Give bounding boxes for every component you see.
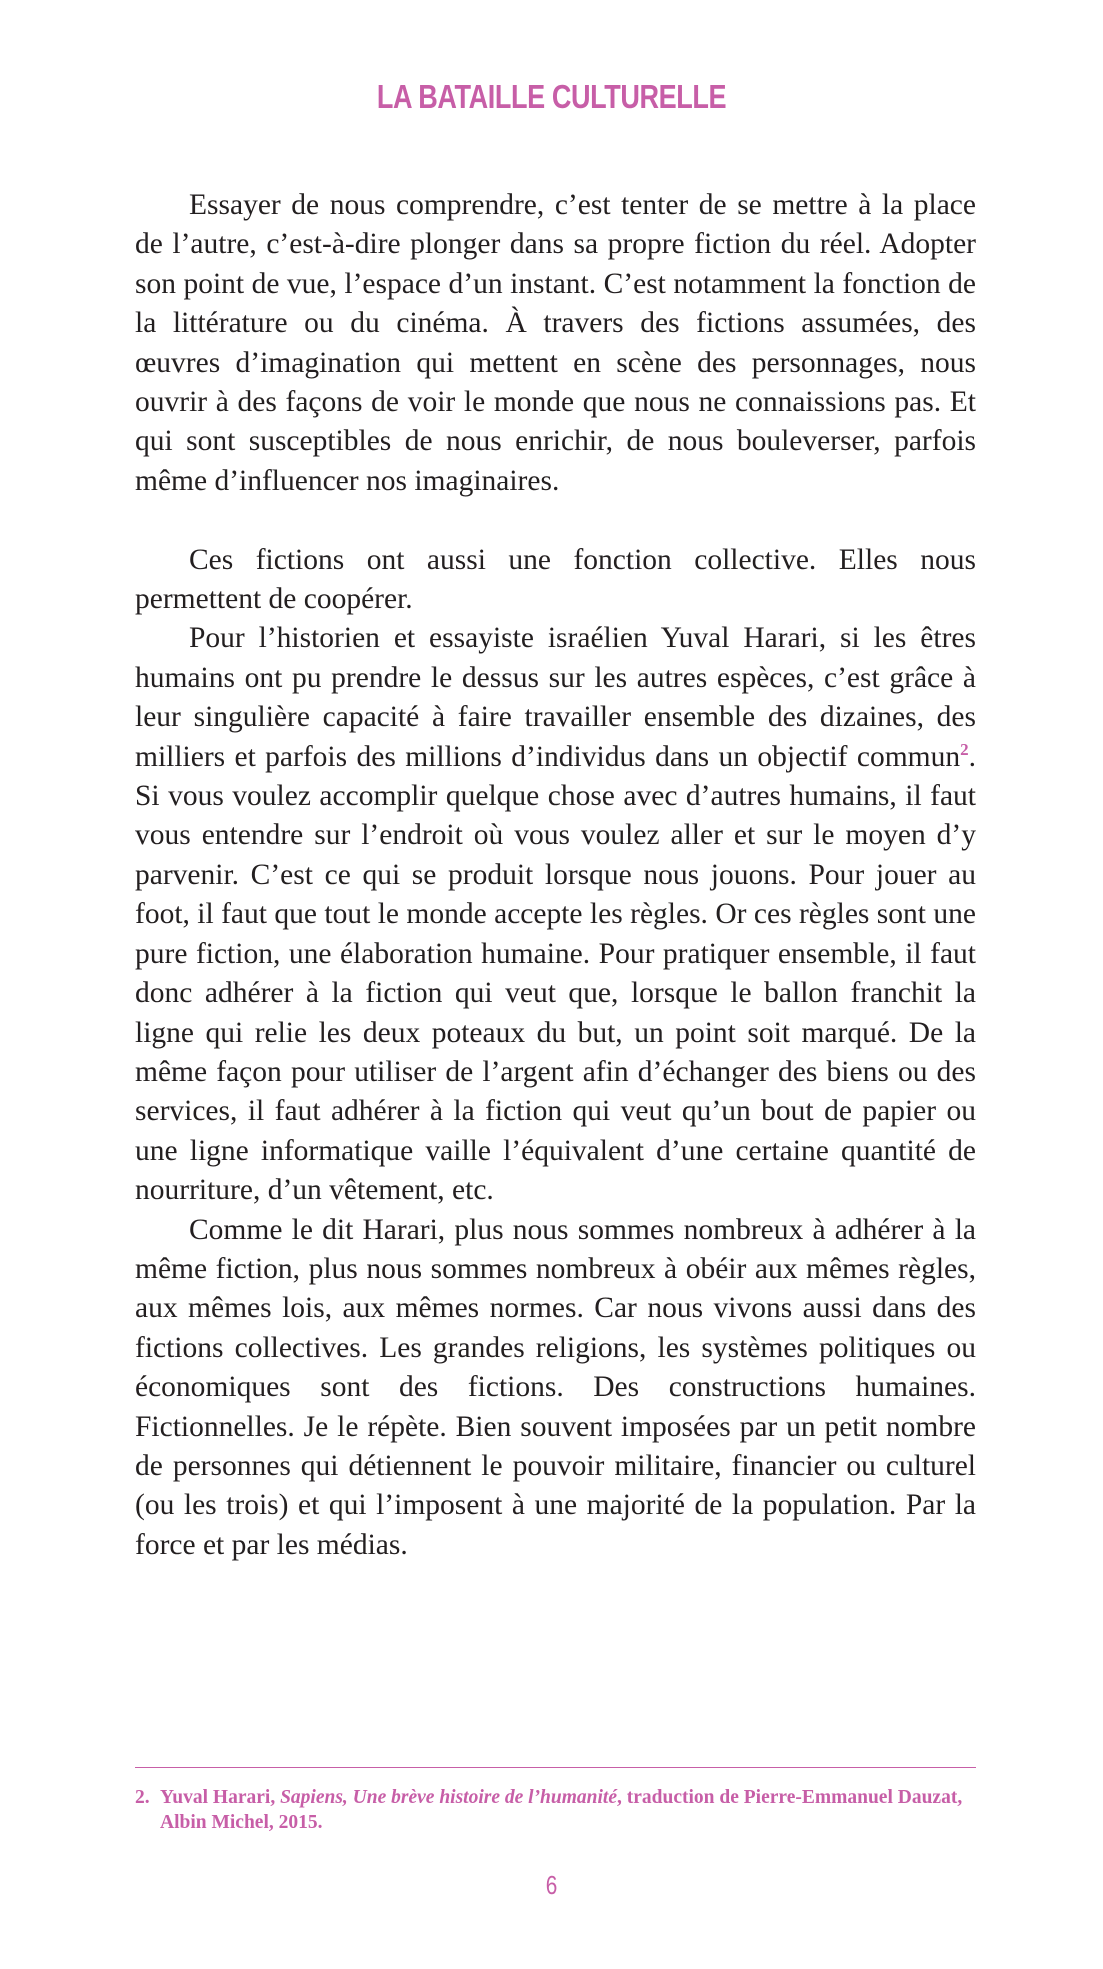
footnote-text xyxy=(160,1785,976,1835)
footnote xyxy=(135,1785,976,1835)
footnote-book-title: Sapiens, Une brève histoire de l’humanité xyxy=(280,1787,618,1808)
paragraph-harari xyxy=(135,619,976,1210)
footnote-reference[interactable]: 2 xyxy=(960,739,969,759)
paragraph-intro: Essayer de nous comprendre, c’est tenter de se mettre à la place de l’autre, c’est-à-dire plonger dans sa propre fiction du réel. Adopter son point de vue, l’espace d’un instant. C’est notamment la fonction de la littérature ou du cinéma. À travers des fictions assumées, des œuvres d’imagination qui mettent en scène des personnages, nous ouvrir à des façons de voir le monde que nous ne connaissions pas. Et qui sont susceptibles de nous enrichir, de nous bouleverser, parfois même d’influencer nos imaginaires. xyxy=(135,189,976,497)
running-header: LA BATAILLE CULTURELLE xyxy=(376,78,727,115)
body-text xyxy=(135,186,976,1565)
footnote-number: 2. xyxy=(135,1787,150,1808)
footnote-publication: , traduction de Pierre-Emmanuel Dauzat, Albin Michel, 2015. xyxy=(160,1787,963,1833)
paragraph-fictions: Comme le dit Harari, plus nous sommes nombreux à adhérer à la même fiction, plus nous sommes nombreux à obéir aux mêmes règles, aux mêmes lois, aux mêmes normes. Car nous vivons aussi dans des fictions collectives. Les grandes religions, les systèmes politiques ou économiques sont des fictions. Des constructions humaines. Fictionnelles. Je le répète. Bien souvent imposées par un petit nombre de personnes qui détiennent le pouvoir militaire, financier ou culturel (ou les trois) et qui l’imposent à une majorité de la population. Par la force et par les médias. xyxy=(135,1213,976,1561)
harari-text-after: . Si vous voulez accomplir quelque chose avec d’autres humains, il faut vous entendre sur l’endroit où vous voulez aller et sur le moyen d’y parvenir. C’est ce qui se produit lorsque nous jouons. Pour jouer au foot, il faut que tout le monde accepte les règles. Or ces règles sont une pure fiction, une élaboration humaine. Pour pratiquer ensemble, il faut donc adhérer à la fiction qui veut que, lorsque le ballon franchit la ligne qui relie les deux poteaux du but, un point soit marqué. De la même façon pour utiliser de l’argent afin d’échanger des biens ou des services, il faut adhérer à la fiction qui veut qu’un bout de papier ou une ligne informatique vaille l’équivalent d’une certaine quantité de nourriture, d’un vêtement, etc. xyxy=(135,740,976,1207)
harari-text-before: Pour l’historien et essayiste israélien Yuval Harari, si les êtres humains ont pu prendre le dessus sur les autres espèces, c’est grâce à leur singulière capacité à faire travailler ensemble des dizaines, des milliers et parfois des millions d’individus dans un objectif commun xyxy=(135,622,976,773)
page-number: 6 xyxy=(545,1870,558,1900)
footnote-author: Yuval Harari, xyxy=(160,1787,281,1808)
paragraph-collective: Ces fictions ont aussi une fonction collective. Elles nous permettent de coopérer. xyxy=(135,543,976,616)
footnote-divider xyxy=(135,1767,976,1768)
